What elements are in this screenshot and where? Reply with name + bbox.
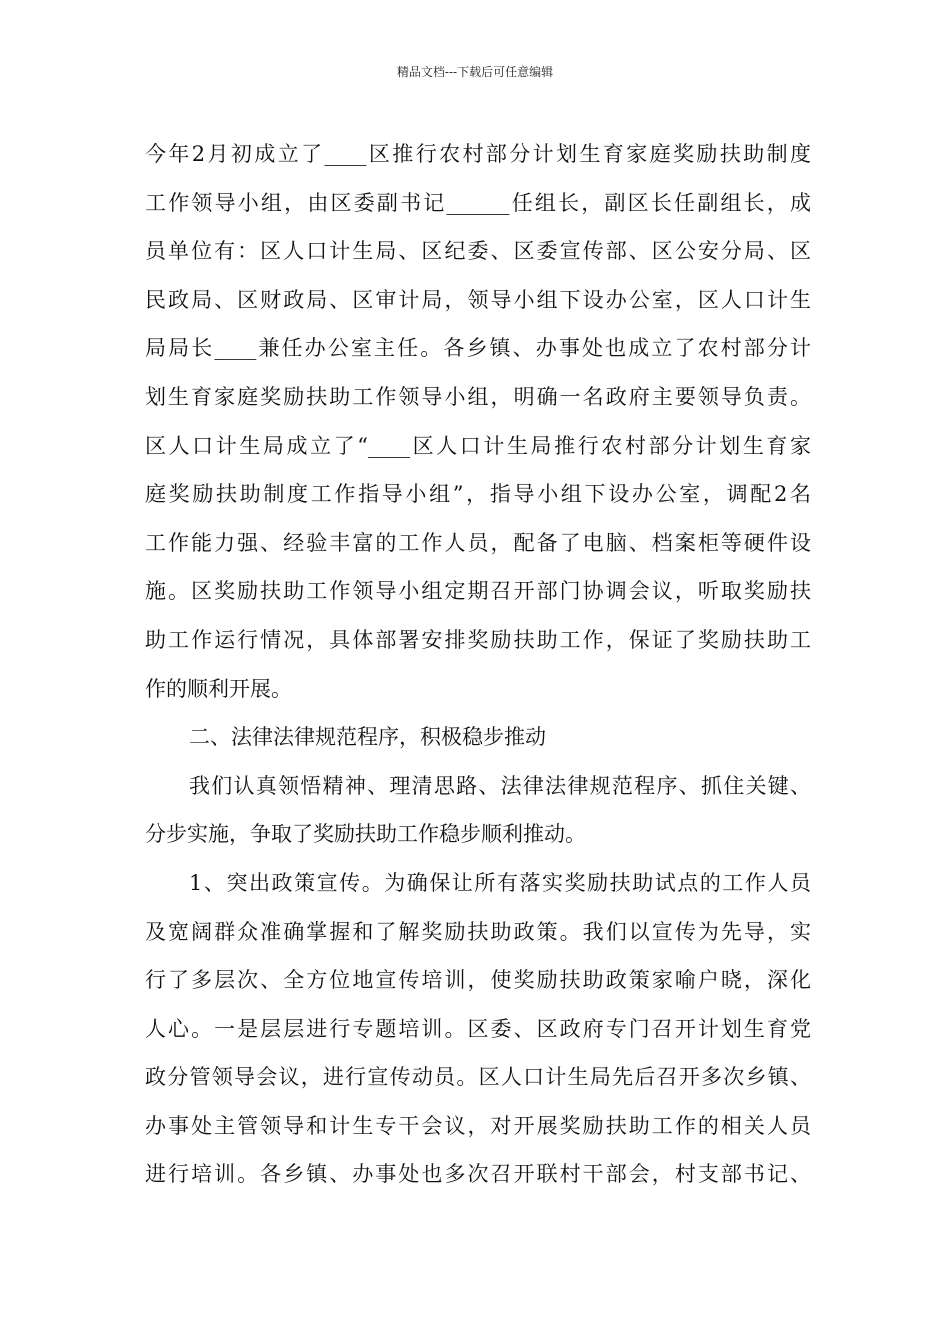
paragraph-line: 员单位有：区人口计生局、区纪委、区委宣传部、区公安分局、区 [145,239,811,264]
paragraph-line: 民政局、区财政局、区审计局，领导小组下设办公室，区人口计生 [145,287,811,312]
paragraph-line: 助工作运行情况，具体部署安排奖励扶助工作，保证了奖励扶助工 [145,627,811,652]
paragraph-line: 办事处主管领导和计生专干会议，对开展奖励扶助工作的相关人员 [145,1113,811,1138]
paragraph-line: 局局长____兼任办公室主任。各乡镇、办事处也成立了农村部分计 [145,336,811,361]
paragraph-line: 及宽阔群众准确掌握和了解奖励扶助政策。我们以宣传为先导，实 [145,919,811,944]
paragraph-line: 进行培训。各乡镇、办事处也多次召开联村干部会，村支部书记、 [145,1162,811,1187]
paragraph-line: 行了多层次、全方位地宣传培训，使奖励扶助政策家喻户晓，深化 [145,968,811,993]
paragraph-line: 我们认真领悟精神、理清思路、法律法律规范程序、抓住关键、 [189,773,811,798]
paragraph-line: 作的顺利开展。 [145,676,292,701]
paragraph-line: 工作能力强、经验丰富的工作人员，配备了电脑、档案柜等硬件设 [145,530,811,555]
document-body [145,130,811,1199]
paragraph-line: 区人口计生局成立了“____区人口计生局推行农村部分计划生育家 [145,433,811,458]
paragraph-line: 工作领导小组，由区委副书记______任组长，副区长任副组长，成 [145,190,811,215]
page-header: 精品文档---下载后可任意编辑 [396,65,554,79]
paragraph-line: 庭奖励扶助制度工作指导小组”，指导小组下设办公室，调配2名 [145,482,811,507]
paragraph-line: 施。区奖励扶助工作领导小组定期召开部门协调会议，听取奖励扶 [145,579,811,604]
paragraph-line: 人心。一是层层进行专题培训。区委、区政府专门召开计划生育党 [145,1016,811,1041]
paragraph-line: 分步实施，争取了奖励扶助工作稳步顺利推动。 [145,822,586,847]
paragraph-line: 今年2月初成立了____区推行农村部分计划生育家庭奖励扶助制度 [145,142,811,166]
paragraph-line: 划生育家庭奖励扶助工作领导小组，明确一名政府主要领导负责。 [145,384,811,409]
paragraph-line: 1、突出政策宣传。为确保让所有落实奖励扶助试点的工作人员 [189,870,811,895]
section-heading: 二、法律法律规范程序，积极稳步推动 [189,725,546,750]
paragraph-line: 政分管领导会议，进行宣传动员。区人口计生局先后召开多次乡镇、 [145,1065,811,1090]
